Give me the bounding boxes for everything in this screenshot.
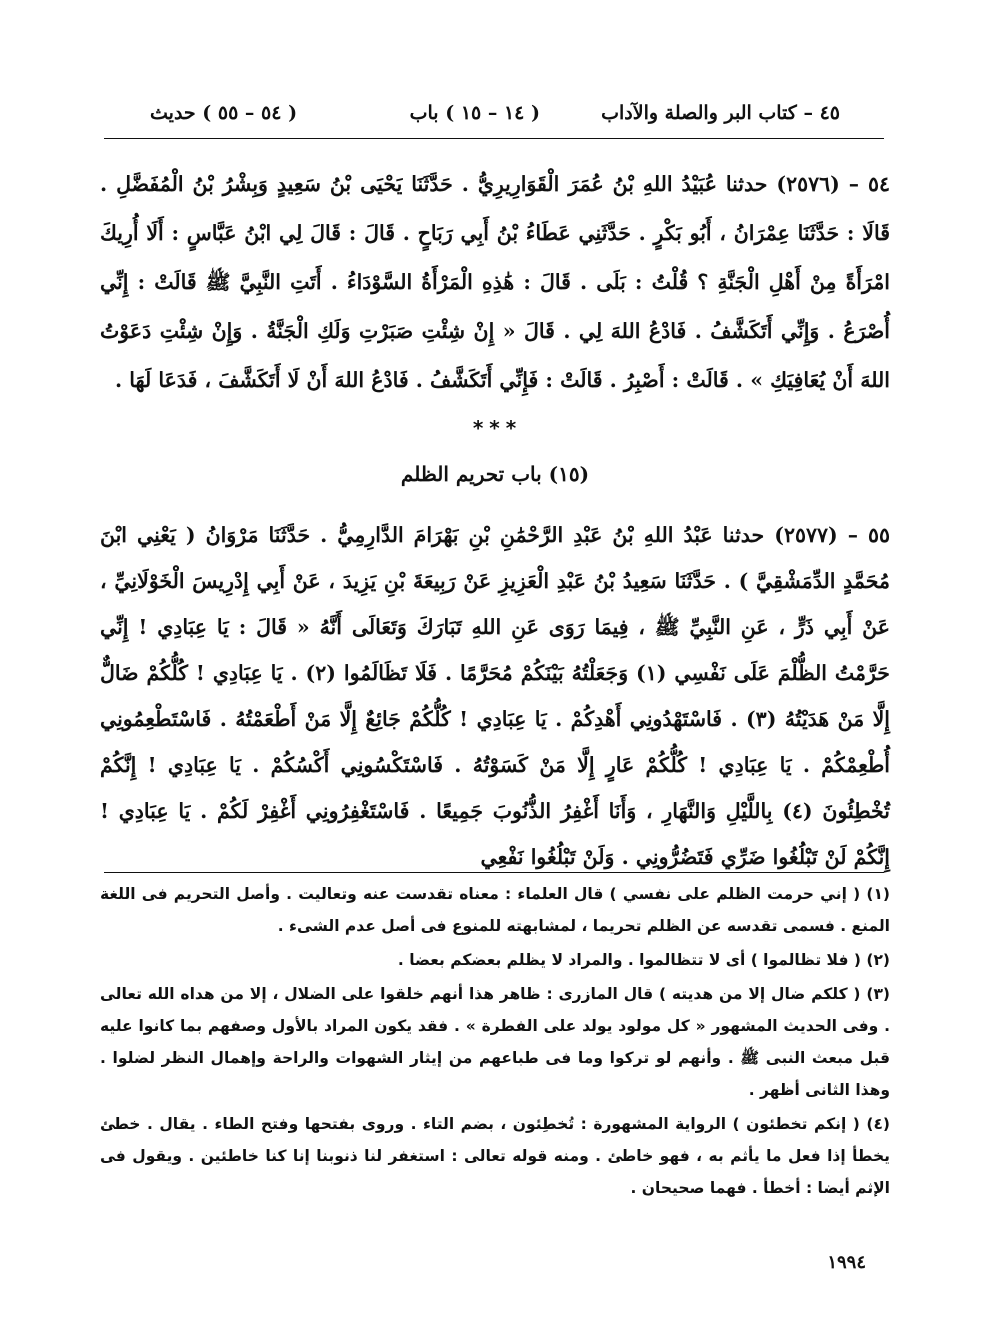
footnote-2: (٢) ( فلا تظالموا ) أى لا تتظالموا . والمراد لا يظلم بعضكم بعضا .	[397, 951, 890, 969]
running-header	[150, 96, 840, 136]
footnotes-block	[100, 878, 890, 1206]
section-separator-stars: * * *	[472, 416, 518, 440]
footnote-4: (٤) ( إنكم تخطئون ) الرواية المشهورة : تُخطِئون ، بضم التاء . وروى بفتحها وفتح الطاء . يقال . خطئ يخطأ إذا فعل ما يأثم به ، فهو خاطئ . ومنه قوله تعالى : استغفر لنا ذنوبنا إنا كنا خاطئين . ويقول فى الإثم أيضا : أخطأ . فهما صحيحان .	[100, 1115, 890, 1197]
header-chapter-range: ( ١٤ – ١٥ ) باب	[409, 102, 540, 124]
footnote-3: (٣) ( كلكم ضال إلا من هديته ) قال المازرى : ظاهر هذا أنهم خلقوا على الضلال ، إلا من هداه الله تعالى . وفى الحديث المشهور « كل مولود يولد على الفطرة » . فقد يكون المراد بالأول وصفهم بما كانوا عليه قبل مبعث النبى ﷺ . وأنهم لو تركوا وما فى طباعهم من إيثار الشهوات والراحة وإهمال النظر لضلوا . وهذا الثانى أظهر .	[100, 985, 890, 1099]
header-book-title: ٤٥ – كتاب البر والصلة والآداب	[601, 102, 840, 124]
header-hadith-range	[150, 102, 297, 124]
page-number: ١٩٩٤	[827, 1252, 866, 1273]
footnote-1: (١) ( إني حرمت الظلم على نفسي ) قال العلماء : معناه تقدست عنه وتعاليت . وأصل التحريم فى اللغة المنع . فسمى تقدسه عن الظلم تحريما ، لمشابهته للمنوع فى أصل عدم الشىء .	[100, 885, 890, 935]
header-divider	[104, 138, 884, 139]
hadith-55-paragraph: ٥٥ – (٢٥٧٧) حدثنا عَبْدُ اللهِ بْنُ عَبْدِ الرَّحْمَٰنِ بْنِ بَهْرَامَ الدَّارِمِيُّ . حَدَّثَنَا مَرْوَانُ ( يَعْنِي ابْنَ مُحَمَّدٍ الدِّمَشْقِيَّ ) . حَدَّثَنَا سَعِيدُ بْنُ عَبْدِ الْعَزِيزِ عَنْ رَبِيعَةَ بْنِ يَزِيدَ ، عَنْ أَبِي إِدْرِيسَ الْخَوْلَانِيِّ ، عَنْ أَبِي ذَرٍّ ، عَنِ النَّبِيِّ ﷺ ، فِيمَا رَوَى عَنِ اللهِ تَبَارَكَ وَتَعَالَى أَنَّهُ « قَالَ : يَا عِبَادِي ! إِنِّي حَرَّمْتُ الظُّلْمَ عَلَى نَفْسِي (١) وَجَعَلْتُهُ بَيْنَكُمْ مُحَرَّمًا . فَلَا تَظَالَمُوا (٢) . يَا عِبَادِي ! كُلُّكُمْ ضَالٌّ إِلَّا مَنْ هَدَيْتُهُ (٣) . فَاسْتَهْدُونِي أَهْدِكُمْ . يَا عِبَادِي ! كُلُّكُمْ جَائِعٌ إِلَّا مَنْ أَطْعَمْتُهُ . فَاسْتَطْعِمُونِي أُطْعِمْكُمْ . يَا عِبَادِي ! كُلُّكُمْ عَارٍ إِلَّا مَنْ كَسَوْتُهُ . فَاسْتَكْسُونِي أَكْسُكُمْ . يَا عِبَادِي ! إِنَّكُمْ تُخْطِئُونَ (٤) بِاللَّيْلِ وَالنَّهَارِ ، وَأَنَا أَغْفِرُ الذُّنُوبَ جَمِيعًا . فَاسْتَغْفِرُونِي أَغْفِرْ لَكُمْ . يَا عِبَادِي ! إِنَّكُمْ لَنْ تَبْلُغُوا ضَرِّي فَتَضُرُّونِي . وَلَنْ تَبْلُغُوا نَفْعِي	[100, 523, 890, 869]
hadith-54-paragraph: ٥٤ – (٢٥٧٦) حدثنا عُبَيْدُ اللهِ بْنُ عُمَرَ الْقَوَارِيرِيُّ . حَدَّثَنَا يَحْيَى بْنُ سَعِيدٍ وَبِشْرُ بْنُ الْمُفَضَّلِ . قَالَا : حَدَّثَنَا عِمْرَانُ ، أَبُو بَكْرٍ . حَدَّثَنِي عَطَاءُ بْنُ أَبِي رَبَاحٍ . قَالَ : قَالَ لِي ابْنُ عَبَّاسٍ : أَلَا أُرِيكَ امْرَأَةً مِنْ أَهْلِ الْجَنَّةِ ؟ قُلْتُ : بَلَى . قَالَ : هَٰذِهِ الْمَرْأَةُ السَّوْدَاءُ . أَتَتِ النَّبِيَّ ﷺ قَالَتْ : إِنِّي أُصْرَعُ . وَإِنِّي أَتَكَشَّفُ . فَادْعُ اللهَ لِي . قَالَ « إِنْ شِئْتِ صَبَرْتِ وَلَكِ الْجَنَّةُ . وَإِنْ شِئْتِ دَعَوْتُ اللهَ أَنْ يُعَافِيَكِ » . قَالَتْ : أَصْبِرُ . قَالَتْ : فَإِنِّي أَتَكَشَّفُ . فَادْعُ اللهَ أَنْ لَا أَتَكَشَّفَ ، فَدَعَا لَهَا .	[100, 172, 890, 392]
section-heading: (١٥) باب تحريم الظلم	[400, 462, 590, 486]
footnote-divider	[104, 872, 884, 873]
header-hadith-numbers: ( ٥٤ – ٥٥ ) حديث	[150, 102, 298, 124]
